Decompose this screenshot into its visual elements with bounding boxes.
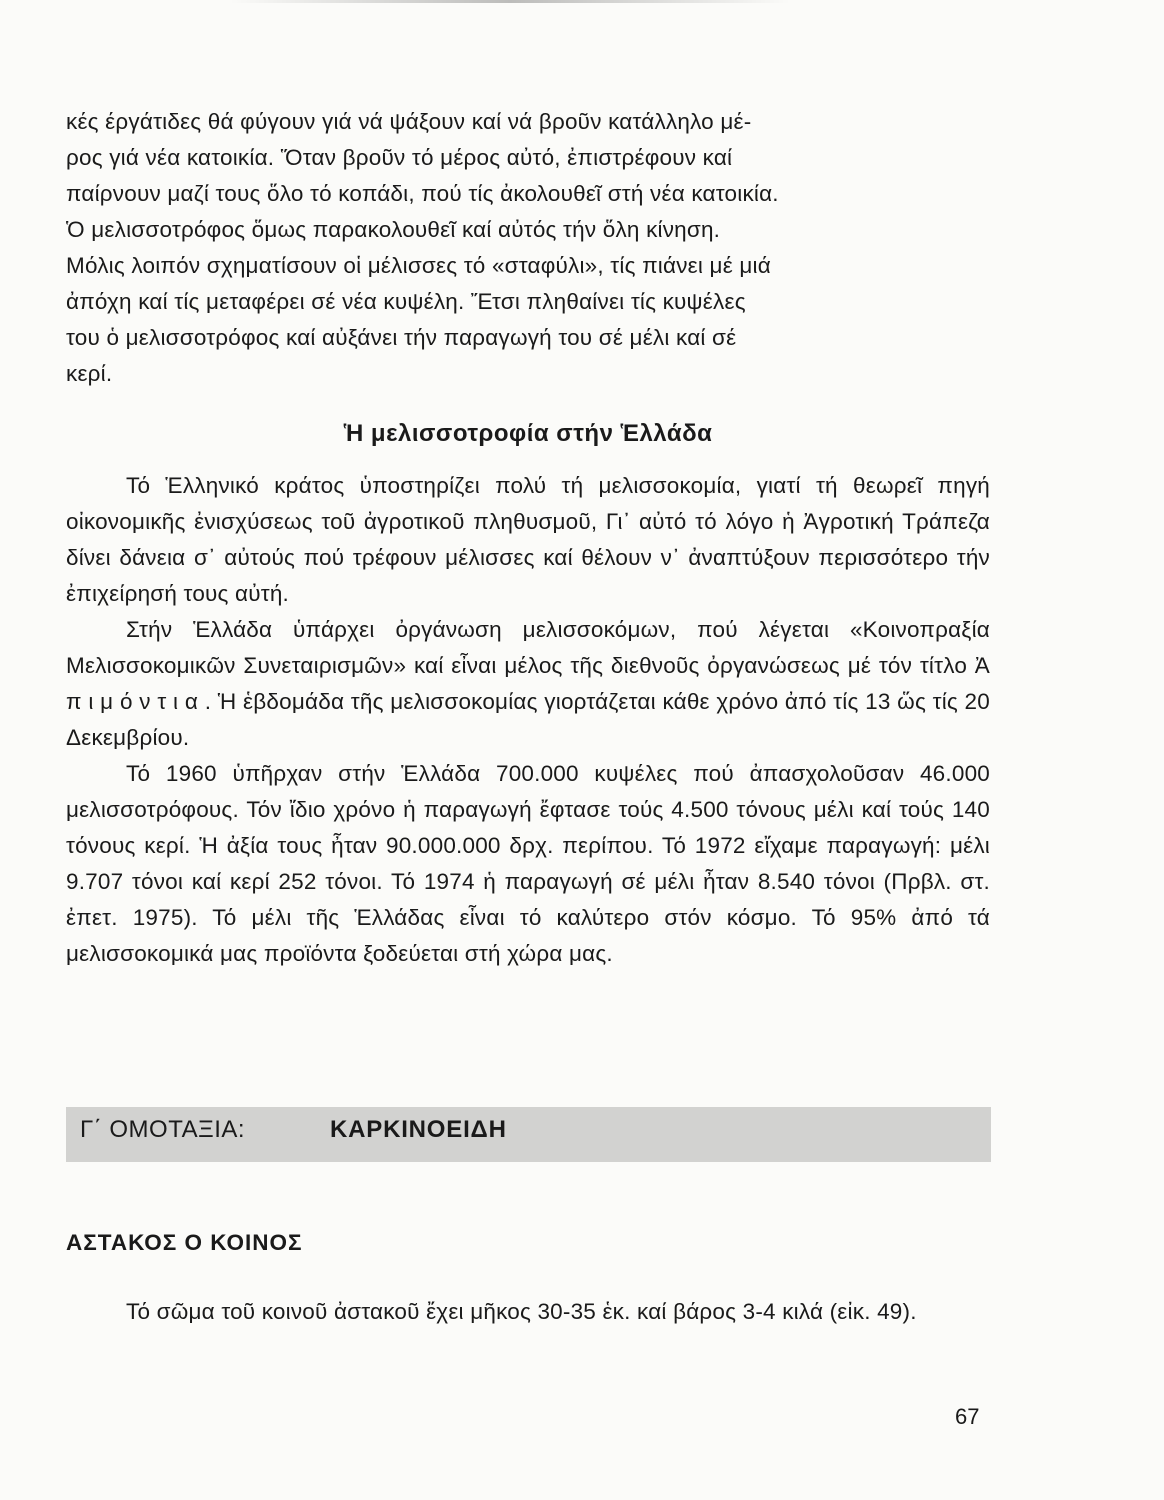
paragraph-lobster: Τό σῶμα τοῦ κοινοῦ ἀστακοῦ ἔχει μῆκος 30-35 ἑκ. καί βάρος 3-4 κιλά (εἰκ. 49). [126, 1299, 917, 1324]
intro-line-7: του ὁ μελισσοτρόφος καί αὐξάνει τήν παραγωγή του σέ μέλι καί σέ [66, 325, 737, 350]
intro-line-5: Μόλις λοιπόν σχηματίσουν οἱ μέλισσες τό «σταφύλι», τίς πιάνει μέ μιά [66, 253, 771, 278]
intro-paragraph [66, 104, 990, 392]
page-number: 67 [955, 1404, 980, 1429]
section-body-lobster [66, 1294, 990, 1330]
intro-line-3: παίρνουν μαζί τους ὅλο τό κοπάδι, πού τίς ἀκολουθεῖ στή νέα κατοικία. [66, 181, 779, 206]
intro-line-6: ἀπόχη καί τίς μεταφέρει σέ νέα κυψέλη. Ἔτσι πληθαίνει τίς κυψέλες [66, 289, 746, 314]
paragraph-state-support: Τό Ἑλληνικό κράτος ὑποστηρίζει πολύ τή μελισσοκομία, γιατί τή θεωρεῖ πηγή οἰκονομικῆς ἐνισχύσεως τοῦ ἀγροτικοῦ πληθυσμοῦ, Γι᾿ αὐτό τό λόγο ἡ Ἀγροτική Τράπεζα δίνει δάνεια σ᾿ αὐτούς πού τρέφουν μέλισσες καί θέλουν ν᾿ ἀναπτύξουν περισσότερο τήν ἐπιχείρησή τους αὐτή. [66, 473, 990, 606]
section-heading-beekeeping-greece: Ἡ μελισσοτροφία στήν Ἑλλάδα [343, 420, 713, 447]
section-heading-lobster: ΑΣΤΑΚΟΣ Ο ΚΟΙΝΟΣ [66, 1230, 303, 1255]
intro-line-2: ρος γιά νέα κατοικία. Ὅταν βροῦν τό μέρος αὐτό, ἐπιστρέφουν καί [66, 145, 733, 170]
chapter-prefix: Γ΄ ΟΜΟΤΑΞΙΑ: [80, 1116, 246, 1143]
chapter-title: ΚΑΡΚΙΝΟΕΙΔΗ [330, 1116, 507, 1143]
scan-top-edge [230, 0, 790, 3]
intro-line-1: κές έργάτιδες θά φύγουν γιά νά ψάξουν καί νά βροῦν κατάλληλο μέ- [66, 109, 752, 134]
paragraph-statistics: Τό 1960 ὑπῆρχαν στήν Ἑλλάδα 700.000 κυψέλες πού ἀπασχολοῦσαν 46.000 μελισσοτρόφους. Τόν ἴδιο χρόνο ἡ παραγωγή ἔφτασε τούς 4.500 τόνους μέλι καί τούς 140 τόνους κερί. Ἡ ἀξία τους ἦταν 90.000.000 δρχ. περίπου. Τό 1972 εἴχαμε παραγωγή: μέλι 9.707 τόνοι καί κερί 252 τόνοι. Τό 1974 ἡ παραγωγή σέ μέλι ἦταν 8.540 τόνοι (Πρβλ. στ. ἐπετ. 1975). Τό μέλι τῆς Ἑλλάδας εἶναι τό καλύτερο στόν κόσμο. Τό 95% ἀπό τά μελισσοκομικά μας προϊόντα ξοδεύεται στή χώρα μας. [66, 761, 990, 966]
section-body-beekeeping-greece [66, 468, 990, 972]
intro-line-8: κερί. [66, 361, 113, 386]
paragraph-organisation: Στήν Ἑλλάδα ὑπάρχει ὀργάνωση μελισσοκόμων, πού λέγεται «Κοινοπραξία Μελισσοκομικῶν Συνεταιρισμῶν» καί εἶναι μέλος τῆς διεθνοῦς ὀργανώσεως μέ τόν τίτλο Ἀ π ι μ ό ν τ ι α . Ἡ ἑβδομάδα τῆς μελισσοκομίας γιορτάζεται κάθε χρόνο ἀπό τίς 13 ὥς τίς 20 Δεκεμβρίου. [66, 617, 990, 750]
intro-line-4: Ὁ μελισσοτρόφος ὅμως παρακολουθεῖ καί αὐτός τήν ὅλη κίνηση. [66, 217, 721, 242]
